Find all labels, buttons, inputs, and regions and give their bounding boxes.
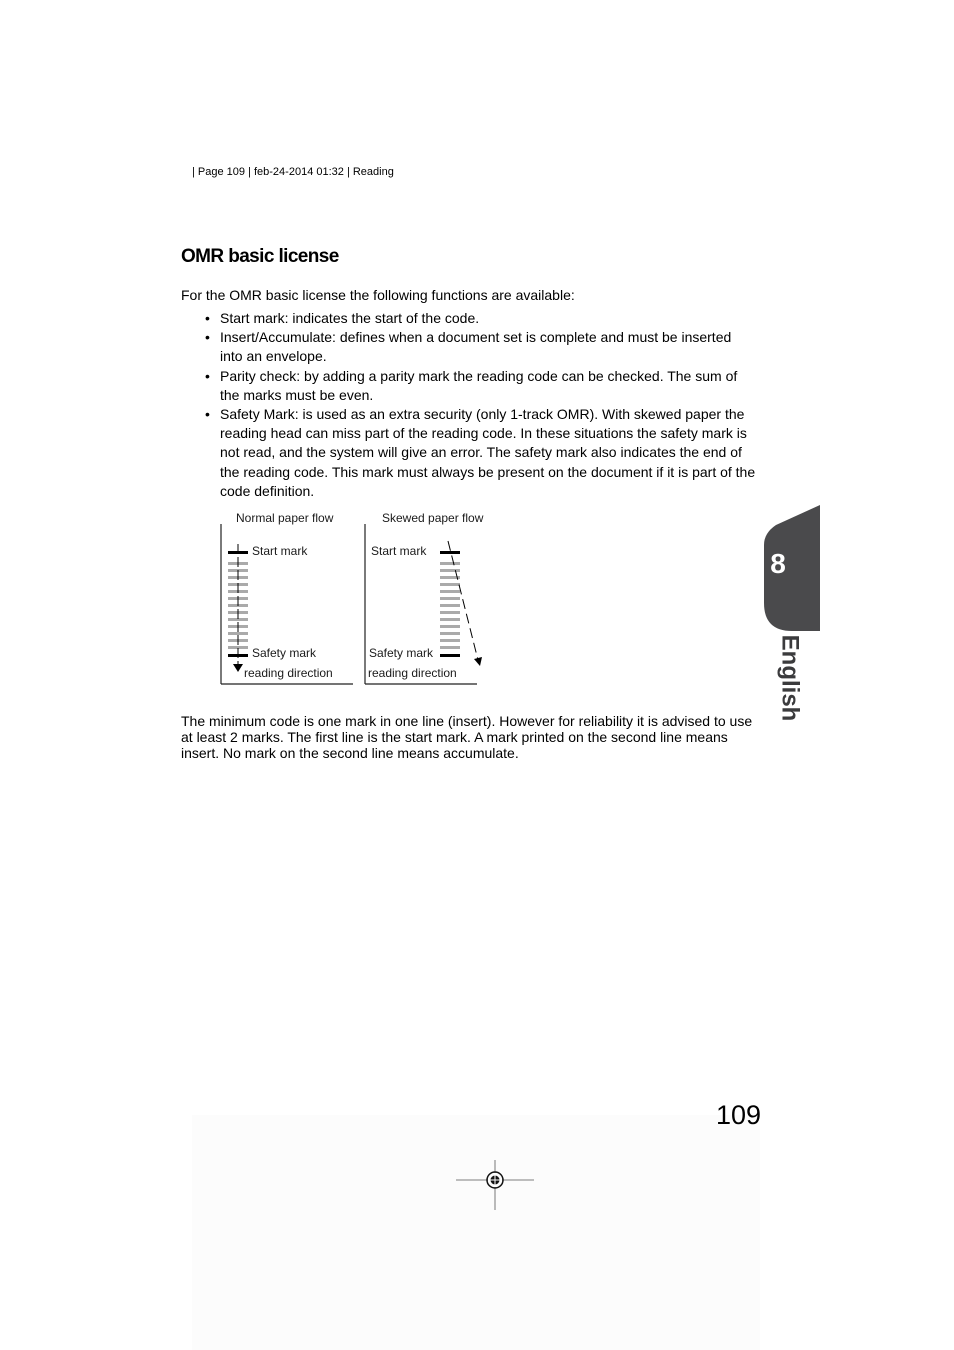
skewed-direction-label: reading direction: [368, 666, 457, 680]
language-label: English: [776, 634, 804, 722]
section-title: OMR basic license: [181, 246, 339, 267]
list-item-text: Safety Mark: is used as an extra security (only 1-track OMR). With skewed paper the reading head can miss part of the reading code. In these situations the safety mark is not read, and the system will give an error. The safety mark also indicates the end of the reading code. This mark must always be present on the document if it is part of the code definition.: [220, 406, 756, 499]
normal-start-mark-label: Start mark: [252, 544, 308, 558]
chapter-number: 8: [770, 548, 786, 579]
list-item-text: Parity check: by adding a parity mark the reading code can be checked. The sum of the marks must be even.: [220, 367, 738, 403]
skewed-arrow-icon: [474, 657, 482, 666]
list-item-text: Start mark: indicates the start of the code.: [220, 310, 480, 326]
list-item: • Safety Mark: is used as an extra security (only 1-track OMR). With skewed paper the reading head can miss part of the reading code. In these situations the safety mark is not read, and the system will give an error. The safety mark also indicates the end of the reading code. This mark must always be present on the document if it is part of the code definition.: [205, 406, 756, 499]
normal-flow-title: Normal paper flow: [236, 511, 334, 525]
registration-mark-icon: [454, 1158, 536, 1212]
skewed-mark-track: [440, 541, 478, 660]
skewed-start-mark-label: Start mark: [371, 544, 427, 558]
omr-paper-flow-diagram: [216, 506, 506, 692]
normal-arrow-icon: [233, 664, 243, 672]
intro-paragraph: For the OMR basic license the following functions are available:: [181, 287, 575, 303]
normal-direction-label: reading direction: [244, 666, 333, 680]
list-item: • Start mark: indicates the start of the code.: [205, 310, 480, 326]
list-item: • Insert/Accumulate: defines when a document set is complete and must be inserted into an envelope.: [205, 329, 732, 365]
skewed-flow-title: Skewed paper flow: [382, 511, 484, 525]
list-item: • Parity check: by adding a parity mark the reading code can be checked. The sum of the marks must be even.: [205, 367, 738, 403]
list-item-text: Insert/Accumulate: defines when a document set is complete and must be inserted into an envelope.: [220, 329, 732, 365]
function-list: [181, 309, 756, 501]
closing-paragraph: The minimum code is one mark in one line (insert). However for reliability it is advised to use at least 2 marks. The first line is the start mark. A mark printed on the second line means insert. No mark on the second line means accumulate.: [181, 713, 753, 761]
normal-mark-track: [228, 544, 248, 664]
skewed-safety-mark-label: Safety mark: [369, 646, 434, 660]
page-background-panel: [192, 1115, 760, 1350]
running-head: | Page 109 | feb-24-2014 01:32 | Reading: [192, 166, 394, 178]
page-number: 109: [716, 1100, 762, 1130]
normal-safety-mark-label: Safety mark: [252, 646, 317, 660]
